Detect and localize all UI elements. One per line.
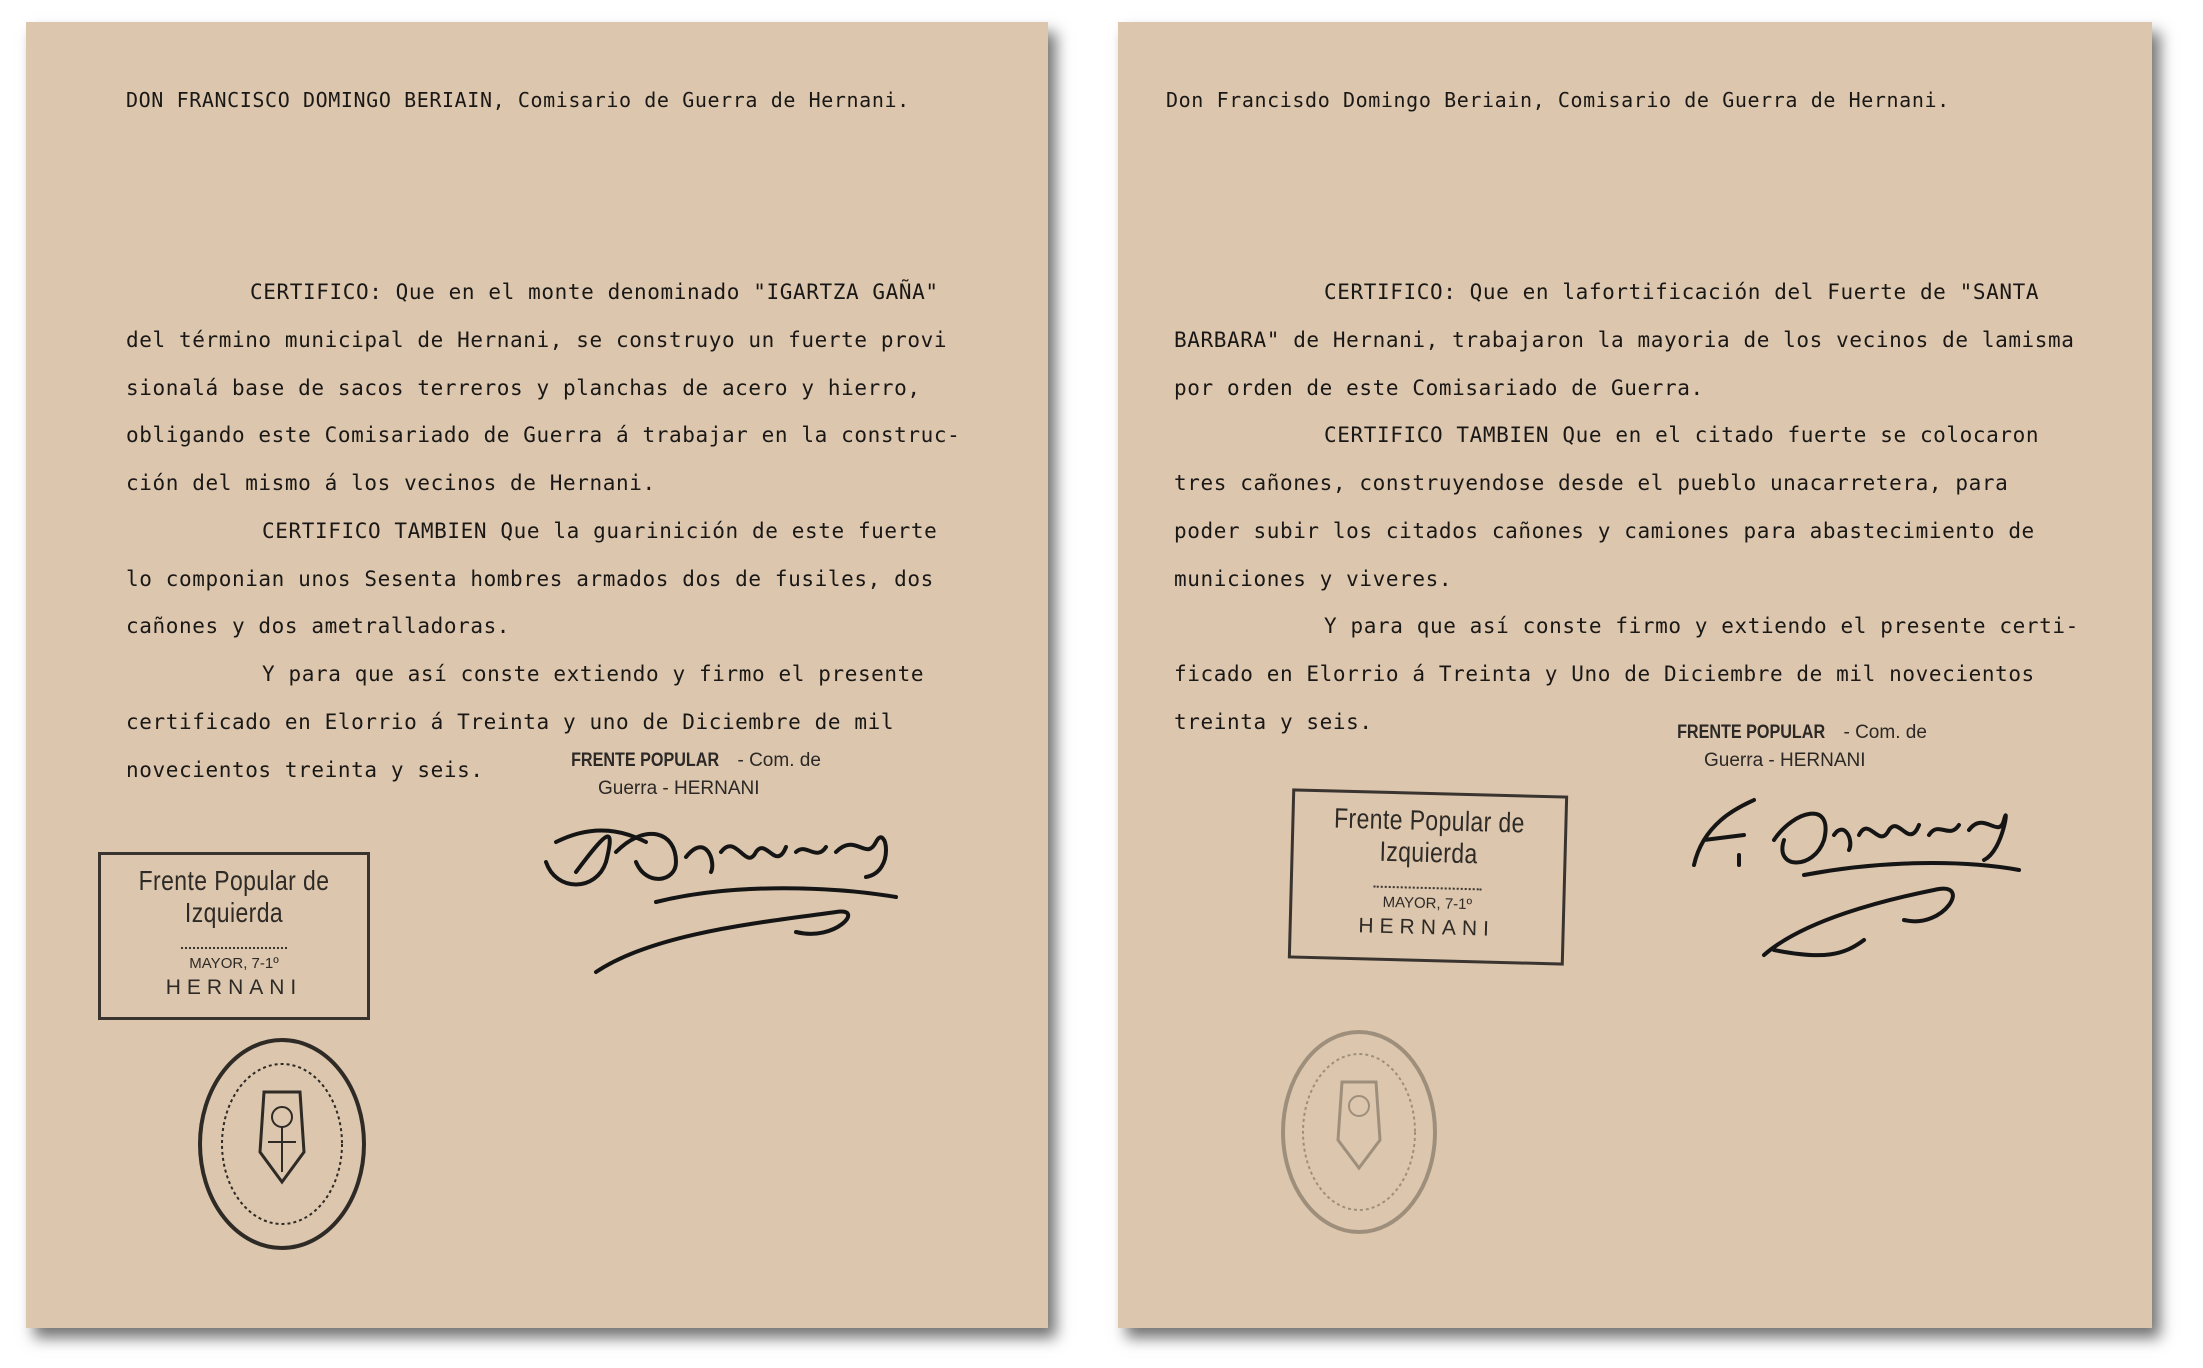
left-box-stamp: [98, 852, 370, 1020]
left-hand-stamp: [558, 750, 821, 800]
right-municipal-seal: [1274, 1022, 1444, 1242]
right-line-2: BARBARA" de Hernani, trabajaron la mayoria de los vecinos de lamisma: [1174, 328, 2075, 352]
left-box-stamp-divider: [181, 947, 287, 949]
left-line-11: novecientos treinta y seis.: [126, 758, 484, 782]
right-box-stamp-address: MAYOR, 7-1º: [1382, 893, 1473, 914]
right-hand-stamp-line1b: - Com. de: [1843, 722, 1927, 743]
left-line-1: CERTIFICO: Que en el monte denominado "IGARTZA GAÑA": [250, 280, 939, 304]
left-hand-stamp-line1b: - Com. de: [737, 750, 821, 771]
right-hand-stamp-line1: FRENTE POPULAR: [1677, 722, 1826, 743]
left-line-7: lo componian unos Sesenta hombres armados dos de fusiles, dos: [126, 567, 934, 591]
left-line-8: cañones y dos ametralladoras.: [126, 614, 511, 638]
right-line-4: CERTIFICO TAMBIEN Que en el citado fuerte se colocaron: [1324, 423, 2040, 447]
right-document-page: [1118, 22, 2152, 1328]
left-line-2: del término municipal de Hernani, se construyo un fuerte provi: [126, 328, 948, 352]
left-hand-stamp-line2: Guerra - HERNANI: [598, 778, 760, 799]
right-line-7: municiones y viveres.: [1174, 567, 1453, 591]
left-hand-stamp-line1: FRENTE POPULAR: [571, 750, 720, 771]
right-box-stamp-city: HERNANI: [1358, 914, 1496, 941]
left-line-3: sionalá base de sacos terreros y planchas de acero y hierro,: [126, 376, 921, 400]
right-heading: Don Francisdo Domingo Beriain, Comisario de Guerra de Hernani.: [1166, 88, 1950, 112]
left-heading: DON FRANCISCO DOMINGO BERIAIN, Comisario de Guerra de Hernani.: [126, 88, 910, 112]
right-line-6: poder subir los citados cañones y camiones para abastecimiento de: [1174, 519, 2035, 543]
left-line-5: ción del mismo á los vecinos de Hernani.: [126, 471, 656, 495]
left-line-10: certificado en Elorrio á Treinta y uno de Diciembre de mil: [126, 710, 895, 734]
right-hand-stamp: [1664, 722, 1927, 772]
right-hand-stamp-line2: Guerra - HERNANI: [1704, 750, 1866, 771]
right-line-8: Y para que así conste firmo y extiendo el presente certi-: [1324, 614, 2079, 638]
right-line-9: ficado en Elorrio á Treinta y Uno de Diciembre de mil novecientos: [1174, 662, 2035, 686]
left-line-6: CERTIFICO TAMBIEN Que la guarinición de este fuerte: [262, 519, 938, 543]
right-box-stamp-title: Frente Popular de Izquierda: [1333, 802, 1526, 870]
right-line-3: por orden de este Comisariado de Guerra.: [1174, 376, 1704, 400]
right-box-stamp-divider: [1374, 886, 1482, 891]
right-line-10: treinta y seis.: [1174, 710, 1373, 734]
left-box-stamp-city: HERNANI: [165, 976, 303, 999]
right-line-1: CERTIFICO: Que en lafortificación del Fuerte de "SANTA: [1324, 280, 2040, 304]
left-document-page: [26, 22, 1048, 1328]
right-signature: [1684, 780, 2024, 970]
left-box-stamp-address: MAYOR, 7-1º: [189, 955, 279, 972]
left-line-4: obligando este Comisariado de Guerra á trabajar en la construc-: [126, 423, 961, 447]
right-line-5: tres cañones, construyendose desde el pueblo unacarretera, para: [1174, 471, 2009, 495]
left-municipal-seal: [192, 1032, 372, 1256]
right-box-stamp: [1288, 788, 1568, 965]
left-line-9: Y para que así conste extiendo y firmo el presente: [262, 662, 925, 686]
left-box-stamp-title: Frente Popular de Izquierda: [138, 865, 330, 928]
left-signature: [536, 802, 916, 982]
